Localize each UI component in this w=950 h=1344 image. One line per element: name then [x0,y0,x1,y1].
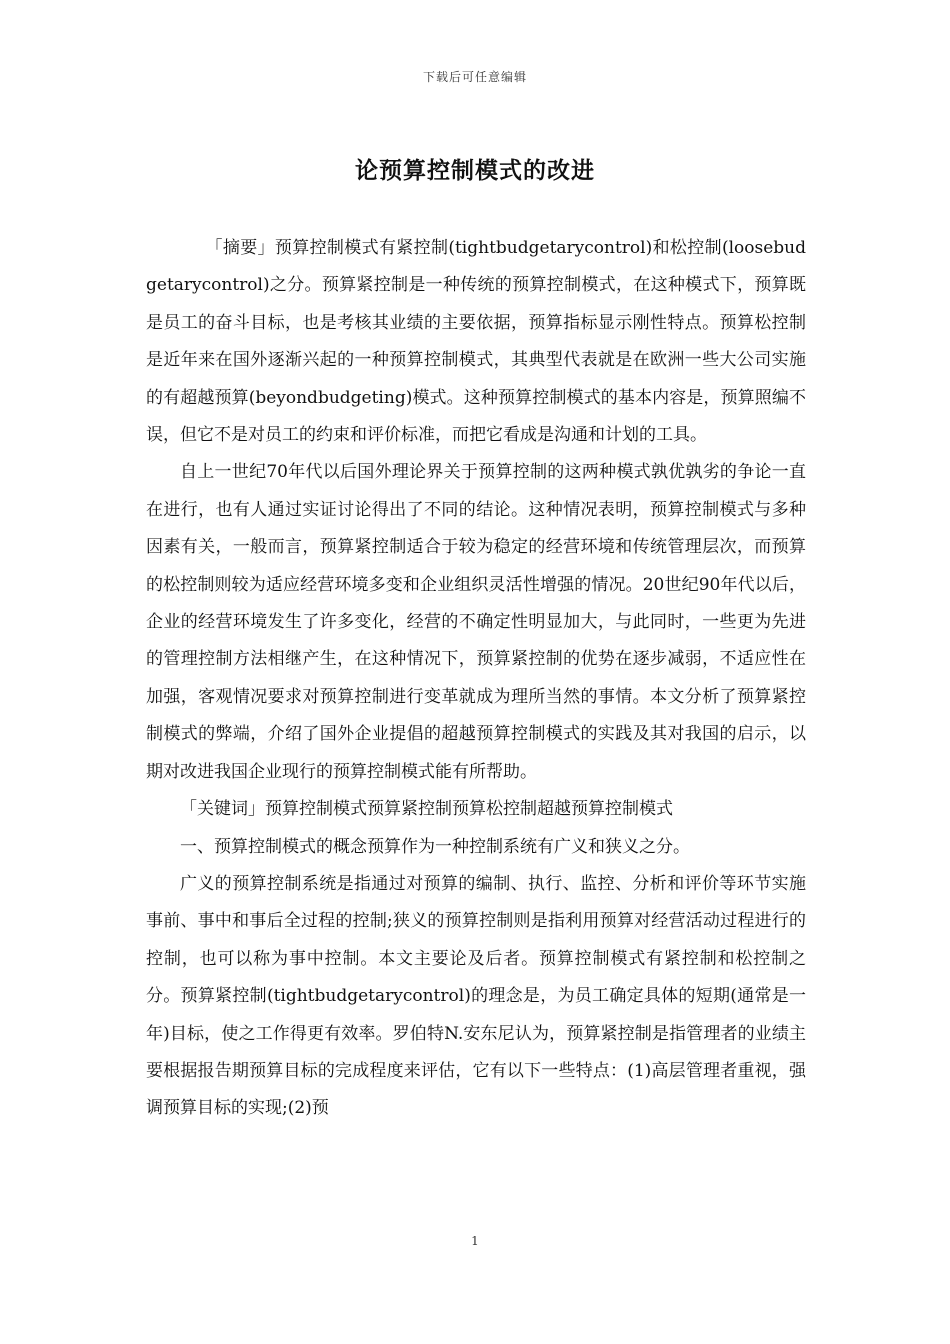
paragraph-definition: 广义的预算控制系统是指通过对预算的编制、执行、监控、分析和评价等环节实施事前、事中和事后全过程的控制;狭义的预算控制则是指利用预算对经营活动过程进行的控制，也可以称为事中控制。本文主要论及后者。预算控制模式有紧控制和松控制之分。预算紧控制(tightbudgetarycontrol)的理念是，为员工确定具体的短期(通常是一年)目标，使之工作得更有效率。罗伯特N.安东尼认为，预算紧控制是指管理者的业绩主要根据报告期预算目标的完成程度来评估，它有以下一些特点：(1)高层管理者重视，强调预算目标的实现;(2)预 [146,873,806,1119]
paragraph-section-heading: 一、预算控制模式的概念预算作为一种控制系统有广义和狭义之分。 [180,836,690,857]
paragraph-abstract: 「摘要」预算控制模式有紧控制(tightbudgetarycontrol)和松控制(loosebudgetarycontrol)之分。预算紧控制是一种传统的预算控制模式，在这种模式下，预算既是员工的奋斗目标，也是考核其业绩的主要依据，预算指标显示刚性特点。预算松控制是近年来在国外逐渐兴起的一种预算控制模式，其典型代表就是在欧洲一些大公司实施的有超越预算(beyondbudgeting)模式。这种预算控制模式的基本内容是，预算照编不误，但它不是对员工的约束和评价标准，而把它看成是沟通和计划的工具。 [146,238,806,446]
page-number: 1 [471,1234,479,1248]
paragraph-background: 自上一世纪70年代以后国外理论界关于预算控制的这两种模式孰优孰劣的争论一直在进行，也有人通过实证讨论得出了不同的结论。这种情况表明，预算控制模式与多种因素有关，一般而言，预算紧控制适合于较为稳定的经营环境和传统管理层次，而预算的松控制则较为适应经营环境多变和企业组织灵活性增强的情况。20世纪90年代以后，企业的经营环境发生了许多变化，经营的不确定性明显加大，与此同时，一些更为先进的管理控制方法相继产生，在这种情况下，预算紧控制的优势在逐步减弱，不适应性在加强，客观情况要求对预算控制进行变革就成为理所当然的事情。本文分析了预算紧控制模式的弊端，介绍了国外企业提倡的超越预算控制模式的实践及其对我国的启示，以期对改进我国企业现行的预算控制模式能有所帮助。 [146,462,806,782]
header-note: 下载后可任意编辑 [422,70,527,84]
document-title: 论预算控制模式的改进 [355,157,595,184]
document-body [146,230,806,1128]
paragraph-keywords: 「关键词」预算控制模式预算紧控制预算松控制超越预算控制模式 [180,799,673,820]
